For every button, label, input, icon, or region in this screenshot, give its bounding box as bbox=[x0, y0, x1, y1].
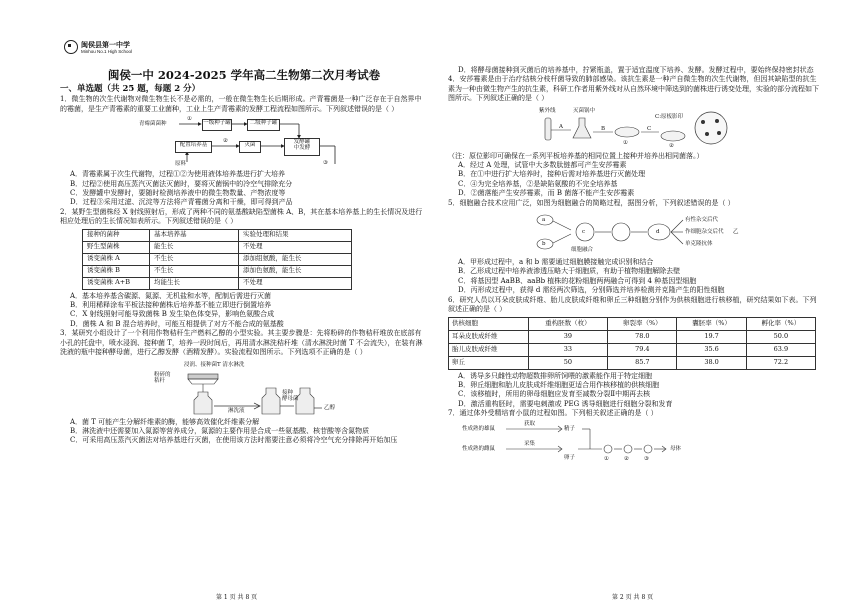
q3-experiment-figure bbox=[144, 360, 344, 416]
q5-figure bbox=[515, 210, 755, 256]
table-cell: 供核细胞 bbox=[449, 317, 529, 330]
q3-option-d: D．将酵母菌接种到灭菌后的培养基中，拧紧瓶盖，置于适宜温度下培养、发酵。发酵过程中，要始终保持密封状态 bbox=[458, 66, 814, 74]
table-cell: 卵裂率（%） bbox=[608, 317, 677, 330]
table-cell: 33 bbox=[528, 343, 608, 356]
q1-option-b: B．过程②使用高压蒸汽灭菌法灭菌时，要将灭菌锅中的冷空气排除充分 bbox=[70, 179, 293, 188]
table-cell: 添加组氨酸，能生长 bbox=[239, 253, 352, 265]
q3-option-a: A．菌 T 可能产生分解纤维素的酶，能够高效催化纤维素分解 bbox=[70, 417, 260, 426]
q5-option-b: B．乙形成过程中培养液渗透压略大于细胞质，有助于植物细胞解除去壁 bbox=[458, 267, 681, 276]
q4-flask-label: 灭菌锅中 bbox=[573, 107, 596, 114]
q4-dish-2: ② bbox=[669, 142, 674, 149]
q7-egg-label: 卵子 bbox=[564, 454, 576, 461]
exam-title: 闽侯一中 2024-2025 学年高二生物第二次月考试卷 bbox=[107, 68, 381, 82]
q1-option-d: D．过程③采用过滤、沉淀等方法将产青霉菌分离和干燥，即可得到产品 bbox=[70, 198, 293, 207]
question-1 bbox=[60, 95, 428, 207]
q1-option-c: C．发酵罐中发酵时，要随时检测培养液中的微生物数量、产物浓度等 bbox=[70, 189, 286, 198]
table-cell: 35.6 bbox=[677, 343, 746, 356]
q1-strain-label: 青霉菌菌种 bbox=[139, 121, 167, 128]
school-emblem-icon bbox=[64, 40, 78, 54]
table-cell: 19.7 bbox=[677, 330, 746, 343]
table-cell: 胎儿皮肤成纤维 bbox=[449, 343, 529, 356]
page-right bbox=[440, 0, 860, 608]
q6-option-b: B．卵丘细胞和胎儿皮肤成纤维细胞更适合用作核移植的供核细胞 bbox=[458, 380, 660, 389]
q6-table bbox=[448, 317, 816, 370]
q1-flowchart bbox=[139, 116, 349, 168]
q5-out-2: 作细胞杂交后代 bbox=[685, 229, 724, 236]
table-cell: 78.0 bbox=[608, 330, 677, 343]
q1-seed1-box: 一级种子罐 bbox=[202, 119, 232, 131]
q5-cell-c: c bbox=[582, 229, 586, 236]
q5-out-1: 有性杂交后代 bbox=[685, 217, 719, 224]
table-row bbox=[449, 317, 816, 330]
table-cell: 孵化率（%） bbox=[746, 317, 815, 330]
q4-apparatus bbox=[535, 106, 735, 150]
q4-step-a: A bbox=[559, 123, 563, 130]
question-3 bbox=[60, 329, 428, 445]
table-cell: 不生长 bbox=[150, 265, 239, 277]
question-6-stem: 6．研究人员以耳朵皮肤成纤维、胎儿皮肤成纤维和卵丘三种细胞分别作为供核细胞进行核移植，研究结果如下表。下列叙述正确的是（ ） bbox=[448, 295, 817, 314]
question-4 bbox=[448, 75, 822, 198]
q4-option-a: A．经过 A 处理，试管中大多数肽链都可产生安莎霉素 bbox=[458, 161, 627, 170]
question-7-stem: 7．通过体外受精培育小鼠的过程如图。下列相关叙述正确的是（ ） bbox=[448, 409, 658, 418]
q3-ethanol-label: 乙醇 bbox=[324, 404, 336, 411]
q5-tag: 乙 bbox=[733, 229, 739, 236]
question-5-stem: 5．细胞融合技术应用广泛，如图为细胞融合的简略过程，据图分析，下列叙述错误的是（ ） bbox=[448, 198, 735, 207]
q1-step3-label: ③ bbox=[323, 160, 328, 167]
q3-option-c: C．可采用高压蒸汽灭菌法对培养基进行灭菌，在使用该方法时需要注意必须将冷空气充分排除再开始加压 bbox=[70, 436, 398, 445]
q1-ferment-box: 发酵罐 中发酵 bbox=[284, 138, 320, 156]
q3-straw-label: 粉碎的 秸秆 bbox=[154, 371, 171, 384]
school-logo bbox=[64, 40, 132, 54]
table-cell: 实验处理和结果 bbox=[239, 229, 352, 241]
table-cell: 79.4 bbox=[608, 343, 677, 356]
q4-step-c: C bbox=[647, 125, 652, 132]
question-1-stem: 1．微生物的次生代谢物对微生物生长不是必需的，一般在微生物生长后期形成。产青霉菌是一种广泛存在于自然界中的霉菌，是生产青霉素的重要工业菌种，工业上生产青霉素的发酵工程流程如图所示。下列叙述错误的是（ ） bbox=[60, 95, 422, 113]
table-cell: 诱变菌株 A bbox=[83, 253, 150, 265]
table-cell: 重构胚数（枚） bbox=[528, 317, 608, 330]
table-cell: 不生长 bbox=[150, 253, 239, 265]
q5-out-3: 单克隆抗体 bbox=[685, 241, 713, 248]
q5-cell-b: b bbox=[542, 241, 546, 248]
q3-rinse-label: 淋洗液 bbox=[228, 407, 245, 414]
q1-sterilize-box: 灭菌 bbox=[239, 141, 261, 153]
q4-note: （注：原位影印可确保在一系列平板培养基的相同位置上接种并培养出相同菌落。） bbox=[448, 151, 704, 160]
question-4-stem: 4．安莎霉素是由于治疗结核分枝杆菌导致的肺部感染。该抗生素是一种产自微生物的次生代谢物，但因其缺陷型的抗生素为一种由微生物产生的抗生素，科研工作者用紫外线对从自然环境中筛选到的菌株进行诱变处理，实验的部分流程如下图所示。下列叙述正确的是（ ） bbox=[448, 75, 819, 103]
table-row bbox=[83, 253, 352, 265]
q1-step2-label: ② bbox=[223, 138, 228, 145]
school-name: 闽侯县第一中学 bbox=[81, 39, 130, 49]
q4-option-c: C．④为完全培养基，②是缺陷氨酸的不完全培养基 bbox=[458, 179, 618, 188]
q4-figure bbox=[535, 106, 735, 150]
footer-page-2: 第 2 页 共 8 页 bbox=[612, 593, 654, 601]
q2-table bbox=[82, 229, 352, 290]
table-cell: 耳朵皮肤成纤维 bbox=[449, 330, 529, 343]
q3-top-label: 浸润、接种菌T 清水淋洗 bbox=[184, 361, 245, 368]
question-6 bbox=[448, 296, 822, 409]
table-cell: 添加色氨酸，能生长 bbox=[239, 265, 352, 277]
table-cell: 85.7 bbox=[608, 356, 677, 369]
q1-option-a: A．青霉素属于次生代谢物，过程①②为使用液体培养基进行扩大培养 bbox=[70, 170, 286, 179]
table-cell: 72.2 bbox=[746, 356, 815, 369]
table-cell: 63.9 bbox=[746, 343, 815, 356]
footer-page-1: 第 1 页 共 8 页 bbox=[216, 593, 258, 601]
q3-yeast-label: 接种 酵母菌 bbox=[282, 389, 299, 402]
q3-option-b: B．淋洗液中还需要加入氮源等营养成分，氮源的主要作用是合成一些氨基酸、核苷酸等含氮物质 bbox=[70, 426, 370, 435]
table-cell: 50 bbox=[528, 356, 608, 369]
q1-step1-label: ① bbox=[187, 116, 192, 123]
school-name-en: Minhou No.1 High School bbox=[81, 48, 133, 54]
q7-mark-1: ① bbox=[604, 455, 609, 462]
table-row bbox=[83, 229, 352, 241]
q6-option-a: A．诱导多只雌性动物超数排卵所饲喂的激素能作用于特定细胞 bbox=[458, 371, 653, 380]
section-heading: 一、单选题（共 25 题，每题 2 分） bbox=[60, 84, 201, 94]
question-2-stem: 2．某野生型菌株经 X 射线照射后，形成了两种不同的氨基酸缺陷型菌株 A、B，其在基本培养基上的生长情况及进行相应处理后的生长情况如表所示。下列叙述错误的是（ ） bbox=[60, 207, 423, 226]
table-cell: 均能生长 bbox=[150, 277, 239, 289]
table-cell: 诱变菌株 A+B bbox=[83, 277, 150, 289]
question-7 bbox=[448, 409, 822, 464]
q7-figure bbox=[462, 421, 702, 465]
table-row bbox=[449, 330, 816, 343]
q7-get-label: 获取 bbox=[524, 420, 536, 427]
q7-collect-label: 采集 bbox=[524, 440, 536, 447]
q5-option-a: A．甲形成过程中，a 和 b 需要通过细胞膜接触完成识别和结合 bbox=[458, 258, 654, 267]
q6-option-c: C．该移植时，所用的卵母细胞应发育至减数分裂Ⅱ中期再去核 bbox=[458, 390, 651, 399]
q4-note-label: C:原板影印 bbox=[655, 113, 684, 120]
q5-option-c: C．将基因型 AaBB、aaBb 植株的花粉细胞两两融合可得到 4 种基因型细胞 bbox=[458, 276, 697, 285]
q7-offspring-label: 母体 bbox=[670, 445, 682, 452]
q2-option-d: D．菌株 A 和 B 混合培养时，可能互相提供了对方不能合成的氨基酸 bbox=[70, 319, 284, 328]
q4-uv-label: 紫外线 bbox=[539, 107, 556, 114]
q7-female-label: 性成熟的雌鼠 bbox=[462, 445, 496, 452]
table-cell: 39 bbox=[528, 330, 608, 343]
table-cell: 基本培养基 bbox=[150, 229, 239, 241]
table-cell: 囊胚率（%） bbox=[677, 317, 746, 330]
q5-fusion-label: 细胞融合 bbox=[571, 247, 594, 254]
table-cell: 不处理 bbox=[239, 241, 352, 253]
q7-mark-2: ② bbox=[624, 455, 629, 462]
table-cell: 卵丘 bbox=[449, 356, 529, 369]
table-cell: 能生长 bbox=[150, 241, 239, 253]
q7-mark-3: ③ bbox=[644, 455, 649, 462]
question-5 bbox=[448, 199, 822, 296]
question-3-stem: 3．某研究小组设计了一个利用作物秸秆生产燃料乙醇的小型实验。其主要步骤是：先将粉碎的作物秸秆堆放在底部有小孔的托盘中，喷水浸润、接种菌 T，培养一段时间后，再用清水淋洗秸秆堆（清水淋洗时菌 T 不会流失），在装有淋洗液的瓶中接种酵母菌，进行乙醇发酵（酒精发酵）。实验流程如图所示。下列选项不正确的是（ ） bbox=[60, 329, 423, 357]
table-row bbox=[83, 265, 352, 277]
q4-dish-1: ① bbox=[623, 139, 628, 146]
question-2 bbox=[60, 208, 428, 329]
q5-option-d: D．丙形成过程中，获得 d 需经两次筛选，分别筛选并培养检测并克隆产生的阳性细胞 bbox=[458, 286, 725, 295]
table-cell: 不处理 bbox=[239, 277, 352, 289]
q7-diagram bbox=[462, 421, 702, 465]
q4-step-b: B bbox=[601, 125, 606, 132]
q1-medium-box: 配置培养基 bbox=[175, 141, 212, 153]
q7-sperm-label: 精子 bbox=[564, 425, 576, 432]
q4-option-b: B．在①中进行扩大培养时，接种后需对培养基进行灭菌处理 bbox=[458, 170, 646, 179]
q2-option-b: B．利用稀释涂布平板法接种菌株后培养基不能立即进行倒置培养 bbox=[70, 301, 272, 310]
table-row bbox=[449, 343, 816, 356]
table-cell: 接种的菌种 bbox=[83, 229, 150, 241]
table-row bbox=[83, 277, 352, 289]
q5-cell-d: d bbox=[656, 229, 660, 236]
q1-seed2-box: 二级种子罐 bbox=[247, 119, 280, 131]
table-cell: 50.0 bbox=[746, 330, 815, 343]
q6-option-d: D．激活重构胚时，需要电刺激或 PEG 诱导细胞进行细胞分裂和发育 bbox=[458, 399, 673, 408]
table-cell: 38.0 bbox=[677, 356, 746, 369]
table-cell: 诱变菌株 B bbox=[83, 265, 150, 277]
table-row bbox=[83, 241, 352, 253]
table-cell: 野生型菌株 bbox=[83, 241, 150, 253]
q2-option-c: C．X 射线照射可能导致菌株 B 发生染色体变异，影响色氨酸合成 bbox=[70, 310, 275, 319]
q1-material-label: 原料 bbox=[175, 161, 187, 168]
q2-option-a: A．基本培养基含碳源、氮源、无机盐和水等，配制后需进行灭菌 bbox=[70, 291, 272, 300]
q5-cell-a: a bbox=[542, 217, 546, 224]
table-row bbox=[449, 356, 816, 369]
q7-male-label: 性成熟的雄鼠 bbox=[462, 425, 496, 432]
q4-option-d: D．②菌落能产生安莎霉素，而 B 菌落不能产生安莎霉素 bbox=[458, 189, 635, 198]
